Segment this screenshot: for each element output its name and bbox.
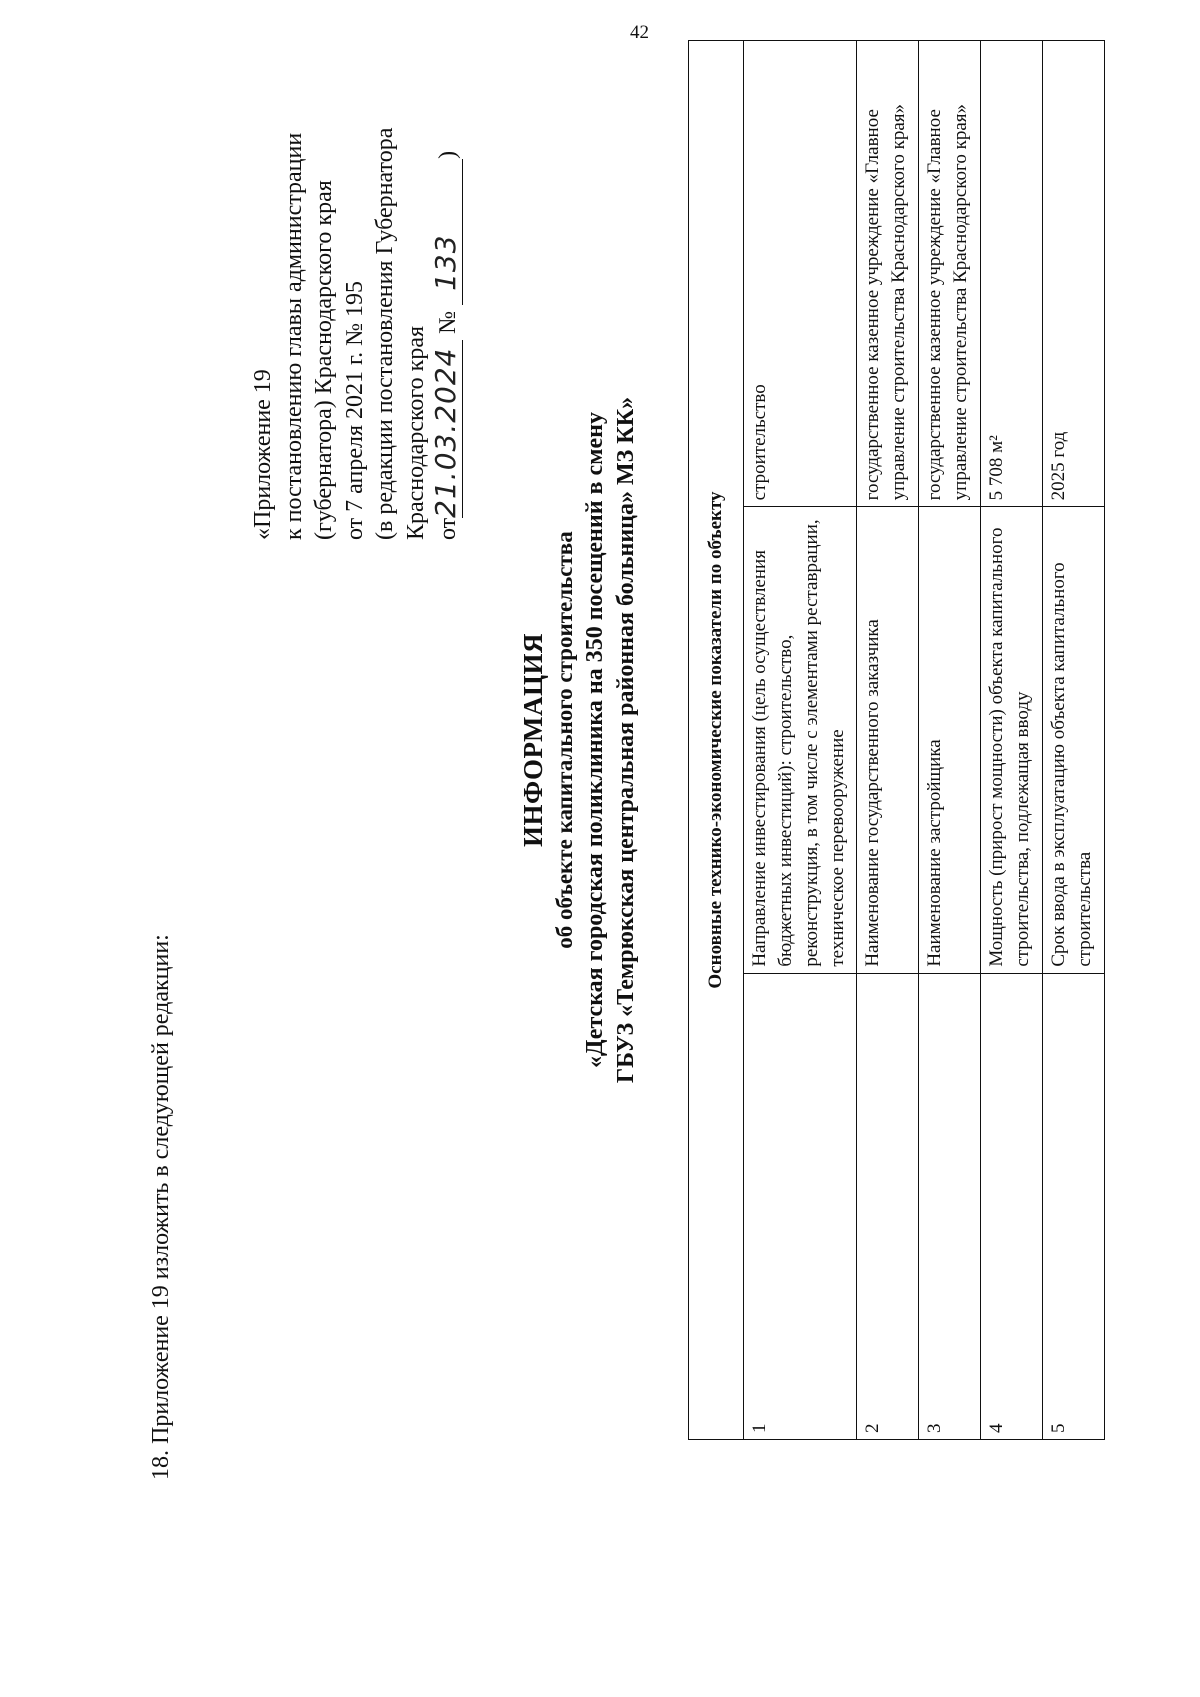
table-header: Основные технико-экономические показатели по объекту [689, 41, 744, 1440]
row-number: 3 [919, 973, 981, 1439]
indicators-table [688, 40, 1105, 1440]
table-row [857, 41, 919, 1440]
from-label: от [435, 517, 461, 540]
table-row [919, 41, 981, 1440]
appendix-note [248, 128, 464, 540]
row-number: 5 [1043, 973, 1105, 1439]
title-object-name: «Детская городская поликлиника на 350 посещений в смену [582, 412, 608, 1068]
table-row [1043, 41, 1105, 1440]
table-row [981, 41, 1043, 1440]
rotated-landscape-content [0, 30, 1200, 1630]
row-value: строительство [744, 41, 857, 507]
row-value: государственное казенное учреждение «Главное управление строительства Краснодарского края» [857, 41, 919, 507]
number-label: № [435, 310, 461, 334]
closing-parenthesis: ) [435, 150, 461, 159]
appendix-note-line: Краснодарского края [402, 325, 429, 540]
appendix-note-line: «Приложение 19 [250, 369, 276, 540]
row-number: 1 [744, 973, 857, 1439]
row-label: Срок ввода в эксплуатацию объекта капитального строительства [1043, 507, 1105, 973]
document-title [518, 300, 642, 1180]
handwritten-date: 21.03.2024 [431, 340, 463, 518]
page-number: 42 [630, 22, 649, 43]
row-number: 4 [981, 973, 1043, 1439]
appendix-note-line: (губернатора) Краснодарского края [311, 180, 337, 540]
row-label: Мощность (прирост мощности) объекта капитального строительства, подлежащая вводу [981, 507, 1043, 973]
title-subtitle: об объекте капитального строительства [552, 531, 577, 949]
title-main: ИНФОРМАЦИЯ [518, 633, 548, 847]
row-value: 2025 год [1043, 41, 1105, 507]
row-label: Наименование застройщика [919, 507, 981, 973]
row-value: 5 708 м² [981, 41, 1043, 507]
appendix-note-line: к постановлению главы администрации [280, 132, 307, 540]
handwritten-number: 133 [431, 159, 463, 305]
row-label: Наименование государственного заказчика [857, 507, 919, 973]
table-header-row [689, 41, 744, 1440]
appendix-note-line: от 7 апреля 2021 г. № 195 [341, 280, 368, 540]
intro-instruction: 18. Приложение 19 изложить в следующей редакции: [148, 934, 174, 1480]
title-institution: ГБУЗ «Темрюкская центральная районная больница» МЗ КК» [613, 396, 639, 1084]
row-value: государственное казенное учреждение «Главное управление строительства Краснодарского края» [919, 41, 981, 507]
row-label: Направление инвестирования (цель осуществления бюджетных инвестиций): строительство, реконструкция, в том числе с элементами реставрации, техническое перевооружение [744, 507, 857, 973]
table-row [744, 41, 857, 1440]
appendix-note-line: (в редакции постановления Губернатора [372, 127, 398, 540]
row-number: 2 [857, 973, 919, 1439]
appendix-note-date-line [431, 128, 464, 540]
